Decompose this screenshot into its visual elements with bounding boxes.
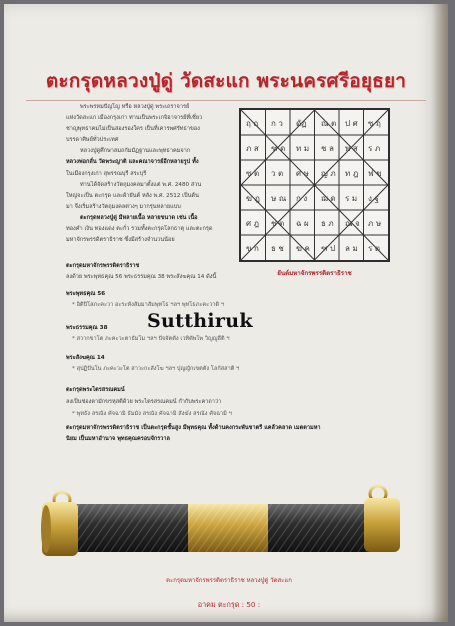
svg-text:ช ล: ช ล xyxy=(321,144,334,153)
intro-line: มหาจักรพรรดิตราธิราช ซึ่งมีสร้างจำนวนน้อย xyxy=(66,237,175,244)
closing-line: ตะกรุดมหาจักรพรรดิตราธิราช เป็นตะกรุดชั้นสูง มีพุทธคุณ ทั้งด้านคงกระพันชาตรี แคล้วคลาด เมตตามหา xyxy=(66,425,321,431)
svg-text:ซ ฤ: ซ ฤ xyxy=(368,119,381,128)
svg-text:ญ ภ: ญ ภ xyxy=(321,169,336,178)
svg-text:ฑ ด: ฑ ด xyxy=(271,144,286,153)
intro-line: หลวงปู่ดู่ศึกษาสมถกัมมัฏฐานและพุทธาคมจาก xyxy=(80,148,191,155)
svg-text:ฉ ผ: ฉ ผ xyxy=(296,219,309,228)
intro-line: ทองคำ เงิน ทองแดง ตะกั่ว รวมทั้งตะกรุดโลกธาตุ และตะกรุด xyxy=(66,226,213,233)
buddha-heading: พระพุทธคุณ 56 xyxy=(66,291,106,297)
svg-text:ร ม: ร ม xyxy=(345,194,358,203)
section-heading: ตะกรุดพระไตรสรณคมน์ xyxy=(66,387,125,393)
svg-text:พ ส: พ ส xyxy=(345,144,358,153)
svg-text:ณ จ: ณ จ xyxy=(345,219,360,228)
closing-line: นิยม เป็นมหาอำนาจ พุทธคุณครอบจักรวาล xyxy=(66,436,170,442)
svg-text:ก ง: ก ง xyxy=(296,194,308,203)
intro-line: หลวงพ่อกลั่น วัดพระญาติ และคณาจารย์อีกหลายรูป ทั้ง xyxy=(66,159,199,166)
intro-line: บรรดาศิษย์ทั่วประเทศ xyxy=(66,137,119,144)
svg-text:ป ศ: ป ศ xyxy=(345,119,358,128)
intro-line: มา จึงเริ่มสร้างวัตถุมงคลต่างๆ มากรุ่นหลายแบบ xyxy=(66,203,181,210)
intro-line: ท่านได้จัดสร้างวัตถุมงคลมาตั้งแต่ พ.ศ. 2480 ส่วน xyxy=(80,181,202,188)
yantra-caption: ยันต์มหาจักรพรรดิตราธิราช xyxy=(277,270,352,277)
svg-text:ฆ ค: ฆ ค xyxy=(296,244,310,253)
svg-text:ล ม: ล ม xyxy=(345,244,358,253)
svg-text:ร ต: ร ต xyxy=(368,244,381,253)
svg-text:ง ฐ: ง ฐ xyxy=(368,194,379,203)
trisarana-chant: * พุทธัง สรณัง คัจฉามิ ธัมมัง สรณัง คัจฉามิ สังฆัง สรณัง คัจฉามิ ฯ xyxy=(72,411,232,417)
page-footer: อาคม ตะกรุด : 50 : xyxy=(197,600,261,609)
svg-text:ฑ ป: ฑ ป xyxy=(321,244,336,253)
watermark: Sutthiruk xyxy=(147,310,253,332)
intro-line: ใหญ่จะเป็น ตะกรุด และผ้ายันต์ หลัง พ.ศ. 2512 เป็นต้น xyxy=(66,192,199,199)
svg-text:ธ ช: ธ ช xyxy=(271,244,284,253)
sangha-heading: พระสังฆคุณ 14 xyxy=(66,355,105,361)
svg-text:ร ภ: ร ภ xyxy=(368,144,381,153)
intro-line: แห่งวัดสะแก เมืองกรุงเก่า ท่านเป็นพระเกจิอาจารย์ที่เชี่ยว xyxy=(66,115,203,122)
intro-column xyxy=(66,102,234,246)
svg-text:ท ม: ท ม xyxy=(296,144,310,153)
takrut-amulet-image xyxy=(38,482,404,568)
section-intro: ลงด้วย พระพุทธคุณ 56 พระธรรมคุณ 38 พระสังฆคุณ 14 ดังนี้ xyxy=(66,274,217,280)
yantra-image xyxy=(239,108,390,262)
svg-text:ศ ฎ: ศ ฎ xyxy=(246,219,259,228)
svg-text:ข ก: ข ก xyxy=(246,244,259,253)
svg-text:ดัฏ: ดัฏ xyxy=(296,119,307,128)
section-heading: ตะกรุดมหาจักรพรรดิตราธิราช xyxy=(66,263,140,269)
sangha-chant: * สุปฏิปันโน ภะคะวะโต สาวะกะสังโฆ ฯลฯ ปุญญักเขตตัง โลกัสสาติ ฯ xyxy=(72,366,240,372)
intro-line: ชาญพุทธาคมไม่เป็นสองรองใคร เป็นที่เคารพศรัทธาของ xyxy=(66,126,200,133)
dhamma-heading: พระธรรมคุณ 38 xyxy=(66,325,108,331)
svg-text:ฤ ฤ: ฤ ฤ xyxy=(246,119,259,128)
page-spine-shadow xyxy=(432,4,448,622)
magazine-page xyxy=(4,4,448,622)
section-intro: ลงเป็นช่องตามักขรหุสตีด้วย พระไตรสรณคมน์ กำกับพระคาถาว่า xyxy=(66,399,222,405)
svg-text:ศ ษ: ศ ษ xyxy=(296,169,309,178)
amulet-caption: ตะกรุดมหาจักรพรรดิตราธิราช หลวงปู่ดู่ วัดสะแก xyxy=(166,577,292,584)
buddha-chant: * อิติปิโสภะคะวา อะระหังสัมมาสัมพุทโธ ฯลฯ พุทโธภะคะวาติ ฯ xyxy=(72,302,224,308)
svg-text:ช ต: ช ต xyxy=(271,219,285,228)
svg-text:ษ ณ: ษ ณ xyxy=(271,194,287,203)
svg-text:ก ว: ก ว xyxy=(271,119,283,128)
intro-line: ตะกรุดหลวงปู่ดู่ มีหลายเนื้อ หลายขนาด เช่น เนื้อ xyxy=(80,214,198,221)
article-title: ตะกรุดหลวงปู่ดู่ วัดสะแก พระนครศรีอยุธยา xyxy=(45,70,407,92)
svg-text:ภ ส: ภ ส xyxy=(246,144,259,153)
intro-line: พระพรหมปัญโญ หรือ หลวงปู่ดู่ พระเถราจารย์ xyxy=(80,104,190,110)
svg-text:ภ ษ: ภ ษ xyxy=(368,219,382,228)
svg-text:ธ ภ: ธ ภ xyxy=(321,219,334,228)
svg-text:ณ ต: ณ ต xyxy=(321,119,337,128)
title-divider xyxy=(26,100,426,101)
intro-line: ในเมืองกรุงเก่า สุพรรณบุรี สระบุรี xyxy=(66,170,147,177)
svg-text:ฟ ข: ฟ ข xyxy=(368,169,382,178)
svg-text:ว ต: ว ต xyxy=(271,169,284,178)
svg-text:ฌ ด: ฌ ด xyxy=(321,194,336,203)
dhamma-chant: * สวากขาโต ภะคะวะตาธัมโม ฯลฯ ปัจจัตตัง เวทิตัพโพ วิญญูฮีติ ฯ xyxy=(72,336,230,342)
svg-text:ท ฎ: ท ฎ xyxy=(345,169,359,178)
svg-text:ซ ต: ซ ต xyxy=(246,169,260,178)
svg-text:ฆ ฎ: ฆ ฎ xyxy=(246,194,260,203)
